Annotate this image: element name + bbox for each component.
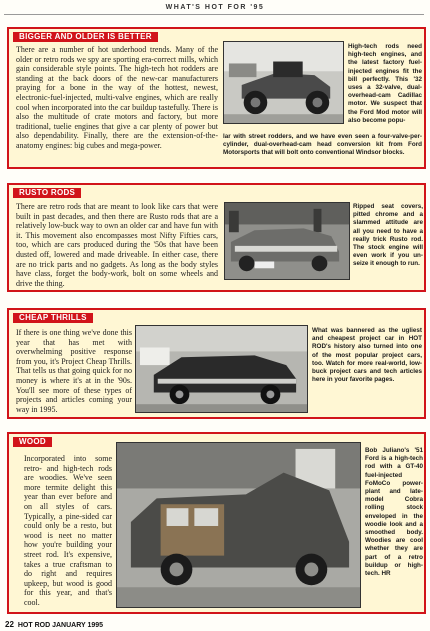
section-cheap-thrills — [7, 308, 426, 419]
section-title: BIGGER AND OLDER IS BETTER — [13, 32, 158, 42]
magazine-issue: HOT ROD JANUARY 1995 — [17, 622, 104, 629]
rusto-car-photo — [224, 202, 350, 280]
roadster-photo — [223, 41, 344, 124]
section-title: CHEAP THRILLS — [13, 313, 93, 323]
photo-caption: What was bannered as the ugliest and cheapest project car in HOT ROD's history also turned into one of the most popular project cars, too. Watch for more real-world, low-buck project cars and tech articles here in your favorite pages. — [312, 327, 422, 384]
photo-caption: Bob Juliano's '51 Ford is a high-tech rod with a GT-40 fuel-injected FoMoCo power-plant and late-model Cobra rolling stock enveloped in the woodie look and a smoothed body. Woodies are cool whether they are part of a retro buildup or high-tech. HR — [365, 447, 423, 578]
section-title: WOOD — [13, 437, 52, 447]
woodie-car-photo — [116, 442, 361, 608]
page-header: WHAT'S HOT FOR '95 — [165, 4, 265, 11]
section-body: There are a number of hot underhood trends. Many of the older or retro rods we spy are sporting era-correct mills, which gain considerable style points. The high-tech hot rodders are standing at the back doors of the new-car manufacturers praying for a bone in the way of the hottest, newest, electronic-fuel-injected, multi-valve engines, which are really cool when incorporated into the car buildup tastefully. There is also the multitude of crate motors and factory, but more traditional, tuelie engines that give a car plenty of power but also dependability. Finally, there are the extension-of-the-anatomy engines: big cubes and mega-power. — [16, 45, 218, 150]
page-footer — [5, 620, 103, 629]
section-bigger-and-older — [7, 27, 426, 169]
photo-caption: Ripped seat covers, pitted chrome and a slammed attitude are all you need to have a really trick Rusto rod. The stock engine will even work if you un-seize it enough to run. — [353, 203, 423, 268]
section-title: RUSTO RODS — [13, 188, 81, 198]
section-body: Incorporated into some retro- and high-tech rods are woodies. We've seen more termite delight this year than ever before and on all styles of cars. Typically, a pine-sided car could only be a resto, but wood is neet no matter how you're building your street rod. It's expensive, takes a true craftsman to do right and requires upkeep, but wood is good for this year, and that's cool. — [24, 454, 112, 607]
section-wood — [7, 432, 426, 614]
page-number: 22 — [5, 620, 14, 629]
section-body: There are retro rods that are meant to look like cars that were built in past decades, and then there are Rusto rods that are a relatively low-buck way to own an older car and have fun with it. This movement also encompasses most Nifty Fifties cars, too, which are cars produced during the '50s that have been dusted off, lowered and made driveable. In either case, there are no trick parts and no gadgets. As long as the body styles have class, forget the body-work, bolt on some wheels and drive the thing. — [16, 202, 218, 288]
section-rusto-rods — [7, 183, 426, 292]
photo-caption-continued: lar with street rodders, and we have even seen a four-valve-per-cylinder, dual-overhead-cam head conversion kit from Ford Motorsports that will bolt onto conventional Windsor blocks. — [223, 133, 422, 157]
photo-caption: High-tech rods need high-tech engines, and the latest factory fuel-injected engines fit the bill perfectly. This '32 uses a 32-valve, dual-overhead-cam Cadillac motor. We suspect that the Ford Mod motor will also become popu- — [348, 43, 422, 124]
header-rule — [4, 14, 424, 15]
section-body: If there is one thing we've done this year that has met with overwhelming positive response from you, it's Project Cheap Thrills. That tells us that going quick for no money is where it's at in the '90s. You'll see more of these types of projects and articles coming your way in 1995. — [16, 328, 132, 414]
project-car-photo — [135, 325, 308, 413]
